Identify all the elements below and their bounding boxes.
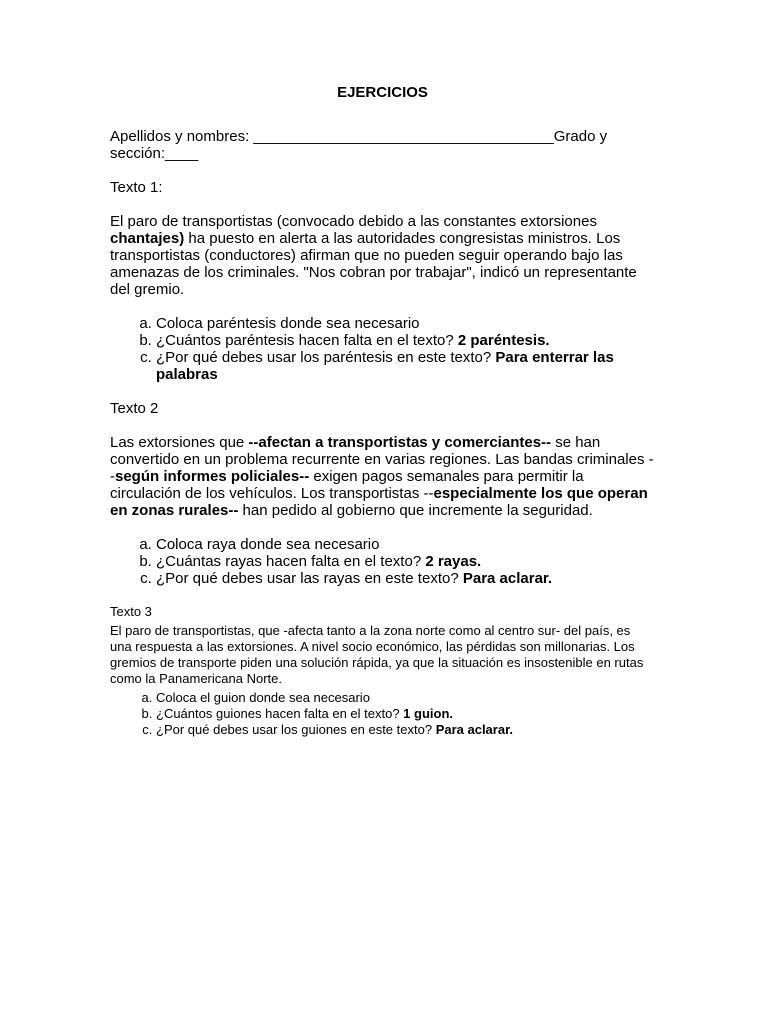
texto2-text-1: Las extorsiones que <box>110 434 249 451</box>
texto2-text-2: se han convertido en un problema recurrente en varias regiones. Las bandas criminales -- <box>110 434 654 485</box>
texto3-section <box>110 604 655 738</box>
texto1-text-1: El paro de transportistas (convocado debido a las constantes extorsiones <box>110 213 597 230</box>
texto2-text-4: han pedido al gobierno que incremente la seguridad. <box>238 502 593 519</box>
name-field-label: Apellidos y nombres: ____________________________________ <box>110 128 554 145</box>
texto3-paragraph: El paro de transportistas, que -afecta tanto a la zona norte como al centro sur- del país, es una respuesta a las extorsiones. A nivel socio económico, las pérdidas son millonarias. Los gremios de transporte piden una solución rápida, ya que la situación es insostenible en rutas como la Panamericana Norte. <box>110 623 644 686</box>
texto3-label: Texto 3 <box>110 604 152 619</box>
texto2-section <box>110 400 655 587</box>
answer-text: 2 paréntesis. <box>457 332 550 349</box>
answer-text: 2 rayas. <box>425 553 482 570</box>
texto2-bold-3: especialmente los que operan en zonas rurales-- <box>110 485 648 519</box>
texto2-text-3: exigen pagos semanales para permitir la circulación de los vehículos. Los transportistas -- <box>110 468 584 502</box>
texto1-text-2: ha puesto en alerta a las autoridades congresistas ministros. Los transportistas (conductores) afirman que no pueden seguir operando bajo las amenazas de los criminales. "Nos cobran por trabajar", indicó un representante del gremio. <box>110 230 637 298</box>
texto1-question-c <box>156 349 655 383</box>
texto1-questions <box>110 315 655 383</box>
document-page <box>110 84 655 738</box>
answer-text: Para aclarar. <box>435 722 514 737</box>
student-info-line <box>110 128 655 162</box>
section-field-label: sección:____ <box>110 145 199 162</box>
texto2-bold-2: según informes policiales-- <box>115 468 310 485</box>
question-text: ¿Por qué debes usar las rayas en este texto? <box>156 570 463 587</box>
answer-text: Para aclarar. <box>462 570 553 587</box>
texto3-question-b <box>156 706 655 722</box>
question-text: ¿Por qué debes usar los paréntesis en este texto? <box>156 349 496 366</box>
texto2-question-c <box>156 570 655 587</box>
texto3-question-a <box>156 690 655 706</box>
texto1-question-a <box>156 315 655 332</box>
texto1-question-b <box>156 332 655 349</box>
texto3-questions <box>110 690 655 738</box>
grade-field-label: Grado y <box>553 128 608 145</box>
question-text: Coloca raya donde sea necesario <box>156 536 380 553</box>
question-text: Coloca el guion donde sea necesario <box>156 690 370 705</box>
question-text: ¿Cuántos paréntesis hacen falta en el texto? <box>156 332 458 349</box>
answer-text: 1 guion. <box>403 706 454 721</box>
texto2-question-b <box>156 553 655 570</box>
question-text: ¿Por qué debes usar los guiones en este texto? <box>156 722 436 737</box>
texto1-section <box>110 179 655 383</box>
texto2-label: Texto 2 <box>110 400 159 417</box>
question-text: ¿Cuántos guiones hacen falta en el texto? <box>156 706 404 721</box>
document-title: EJERCICIOS <box>337 84 428 101</box>
texto1-label: Texto 1: <box>110 179 163 196</box>
answer-text: Para enterrar las palabras <box>156 349 614 383</box>
texto2-paragraph <box>110 434 655 519</box>
texto2-question-a <box>156 536 655 553</box>
question-text: Coloca paréntesis donde sea necesario <box>156 315 420 332</box>
section-header <box>110 128 655 162</box>
texto3-question-c <box>156 722 655 738</box>
texto2-bold-1: --afectan a transportistas y comerciantes-- <box>248 434 552 451</box>
texto2-questions <box>110 536 655 587</box>
question-text: ¿Cuántas rayas hacen falta en el texto? <box>156 553 426 570</box>
texto1-bold-1: chantajes) <box>110 230 185 247</box>
texto1-paragraph <box>110 213 655 298</box>
